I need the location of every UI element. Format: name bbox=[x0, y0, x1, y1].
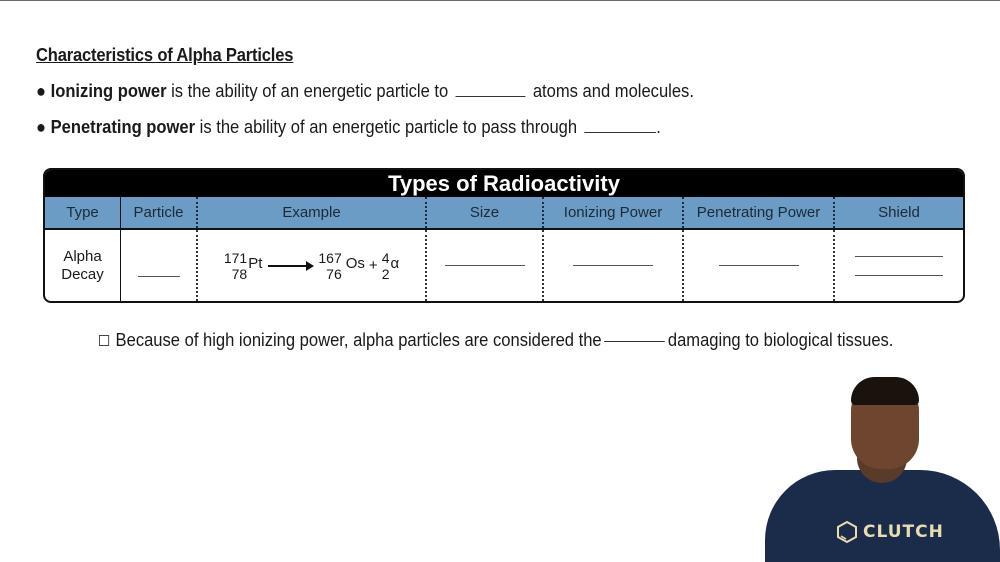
clutch-logo: CLUTCH bbox=[835, 520, 944, 544]
cell-type: Alpha Decay bbox=[45, 230, 121, 301]
cell-shield bbox=[835, 230, 963, 301]
header-example: Example bbox=[198, 197, 427, 228]
header-size: Size bbox=[427, 197, 544, 228]
cell-particle bbox=[121, 230, 198, 301]
term-ionizing-power: Ionizing power bbox=[50, 81, 167, 101]
nuclear-equation: 171 78 Pt 167 76 Os + 4 2 α bbox=[223, 249, 400, 282]
hexagon-icon bbox=[835, 520, 859, 544]
cell-penetrating-power bbox=[684, 230, 835, 301]
reaction-arrow-icon bbox=[268, 265, 312, 267]
presenter-video bbox=[765, 375, 1000, 562]
blank-line[interactable] bbox=[573, 265, 653, 266]
blank-line[interactable] bbox=[138, 276, 180, 277]
term-penetrating-power: Penetrating power bbox=[50, 117, 196, 137]
fill-in-blank[interactable] bbox=[604, 340, 665, 342]
page-heading: Characteristics of Alpha Particles bbox=[36, 45, 294, 65]
header-ionizing-power: Ionizing Power bbox=[544, 197, 684, 228]
product-os: 167 76 Os bbox=[318, 249, 365, 282]
blank-line[interactable] bbox=[445, 265, 525, 266]
presenter-hair bbox=[851, 377, 919, 405]
cell-example bbox=[198, 230, 427, 301]
blank-line[interactable] bbox=[855, 256, 943, 257]
checkbox-icon[interactable] bbox=[99, 335, 109, 346]
bullet-ionizing-power: ● Ionizing power is the ability of an energetic particle to atoms and molecules. bbox=[36, 81, 694, 101]
reactant-pt: 171 78 Pt bbox=[223, 249, 263, 282]
bullet-penetrating-power: ● Penetrating power is the ability of an energetic particle to pass through . bbox=[36, 117, 661, 137]
presenter-shirt bbox=[765, 470, 1000, 562]
table-title: Types of Radioactivity bbox=[45, 170, 963, 197]
table-header-row bbox=[45, 197, 963, 230]
header-particle: Particle bbox=[121, 197, 198, 228]
alpha-particle: 4 2 α bbox=[381, 249, 400, 282]
header-type: Type bbox=[45, 197, 121, 228]
cell-ionizing-power bbox=[544, 230, 684, 301]
header-shield: Shield bbox=[878, 204, 920, 221]
top-border bbox=[0, 0, 1000, 1]
cell-size bbox=[427, 230, 544, 301]
radioactivity-table bbox=[43, 168, 965, 303]
blank-line[interactable] bbox=[719, 265, 799, 266]
fill-in-blank[interactable] bbox=[456, 95, 526, 97]
blank-line[interactable] bbox=[855, 275, 943, 276]
table-row-alpha-decay bbox=[45, 230, 963, 301]
fill-in-blank[interactable] bbox=[584, 131, 656, 133]
header-penetrating-power: Penetrating Power bbox=[684, 197, 835, 228]
note-item: Because of high ionizing power, alpha particles are considered the damaging to biological tissues. bbox=[99, 330, 893, 351]
